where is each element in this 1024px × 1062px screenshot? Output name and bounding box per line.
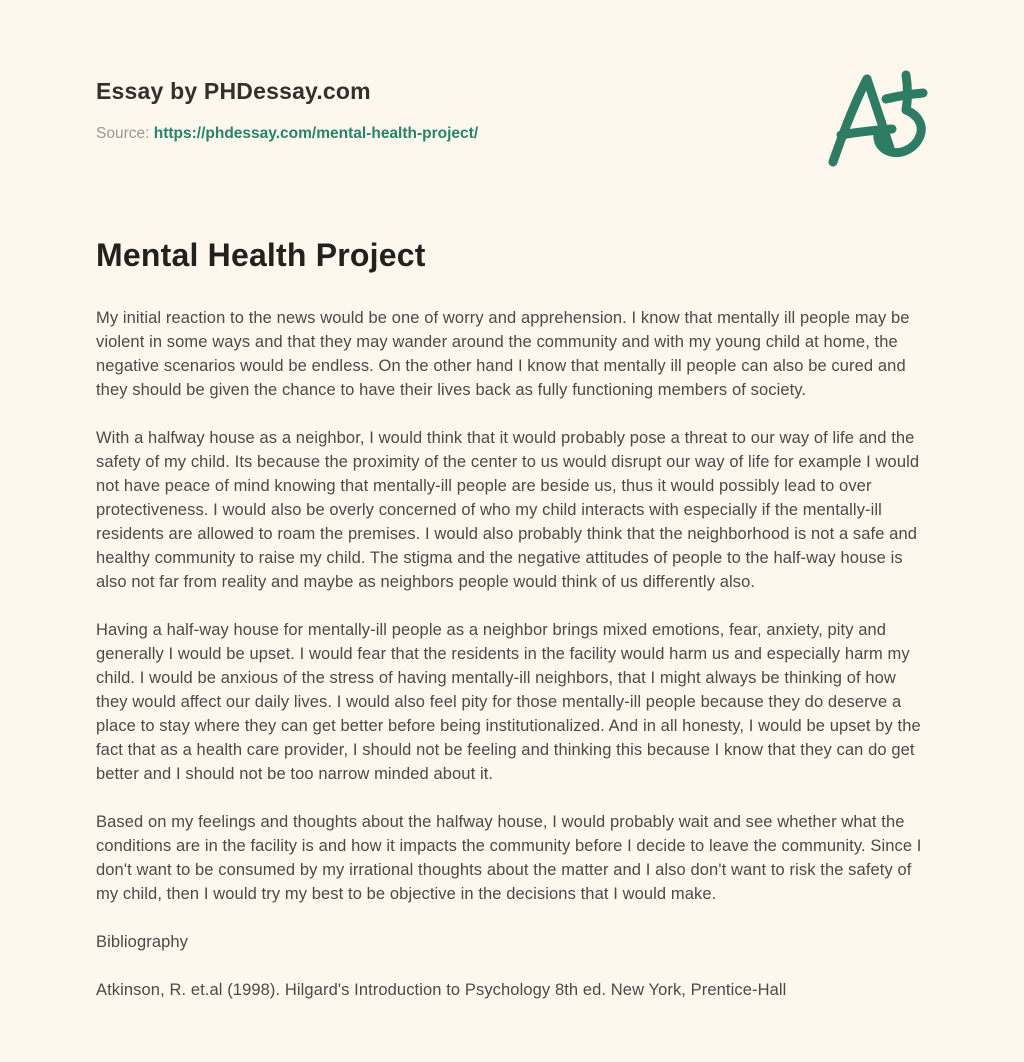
essay-paragraph-1: My initial reaction to the news would be one of worry and apprehension. I know that mentally ill people may be violent in some ways and that they may wander around the community and with my young child at home, the negative scenarios would be endless. On the other hand I know that mentally ill people can also be cured and they should be given the chance to have their lives back as fully functioning members of society. bbox=[96, 309, 910, 399]
phdessay-logo bbox=[822, 66, 934, 175]
bibliography-citation: Atkinson, R. et.al (1998). Hilgard's Introduction to Psychology 8th ed. New York, Prentice-Hall bbox=[96, 981, 787, 999]
essay-paragraph-4: Based on my feelings and thoughts about the halfway house, I would probably wait and see whether what the conditions are in the facility is and how it impacts the community before I decide to leave the community. Since I don't want to be consumed by my irrational thoughts about the matter and I also don't want to risk the safety of my child, then I would try my best to be objective in the decisions that I would make. bbox=[96, 813, 922, 903]
site-heading: Essay by PHDessay.com bbox=[96, 78, 371, 104]
essay-paragraph-3: Having a half-way house for mentally-ill people as a neighbor brings mixed emotions, fear, anxiety, pity and generally I would be upset. I would fear that the residents in the facility would harm us and especially harm my child. I would be anxious of the stress of having mentally-ill neighbors, that I might always be thinking of how they would affect our daily lives. I would also feel pity for those mentally-ill people because they do deserve a place to stay where they can get better before being institutionalized. And in all honesty, I would be upset by the fact that as a health care provider, I should not be feeling and thinking this because I know that they can do get better and I should not be too narrow minded about it. bbox=[96, 621, 921, 783]
page-title: Mental Health Project bbox=[96, 237, 426, 273]
source-url-link[interactable]: https://phdessay.com/mental-health-project/ bbox=[153, 125, 479, 142]
header-text-block bbox=[96, 78, 822, 143]
source-line bbox=[96, 125, 822, 143]
a-plus-logo-icon bbox=[822, 66, 934, 170]
source-label: Source: bbox=[96, 125, 150, 142]
essay-body bbox=[96, 306, 928, 1002]
bibliography-heading: Bibliography bbox=[96, 933, 189, 951]
essay-paragraph-2: With a halfway house as a neighbor, I would think that it would probably pose a threat to our way of life and the safety of my child. Its because the proximity of the center to us would disrupt our way of life for example I would not have peace of mind knowing that mentally-ill people are beside us, thus it would possibly lead to over protectiveness. I would also be overly concerned of who my child interacts with especially if the mentally-ill residents are allowed to roam the premises. I would also probably think that the neighborhood is not a safe and healthy community to raise my child. The stigma and the negative attitudes of people to the half-way house is also not far from reality and maybe as neighbors people would think of us differently also. bbox=[96, 429, 920, 591]
page-header bbox=[96, 78, 928, 175]
